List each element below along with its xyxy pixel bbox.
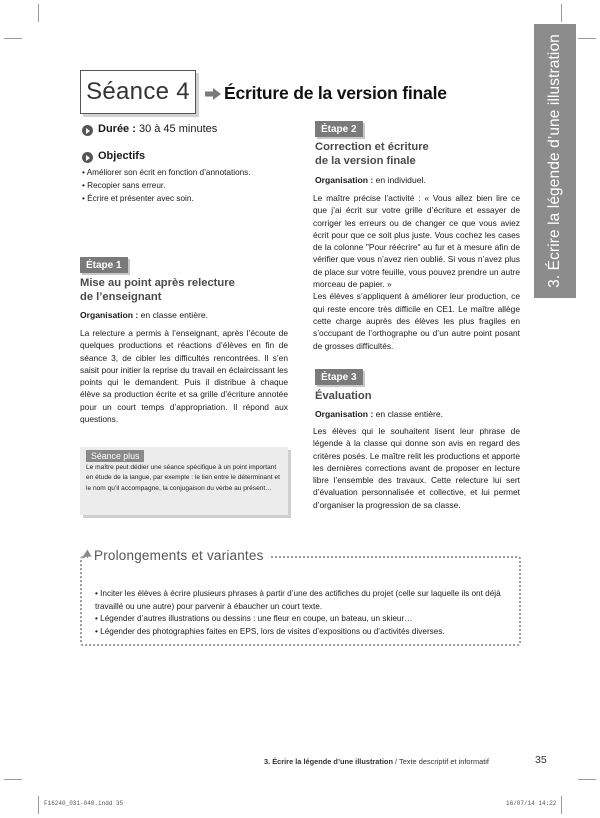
list-item: • Améliorer son écrit en fonction d’annotations. [82, 166, 292, 179]
crop-mark [578, 38, 596, 39]
chapter-side-tab-label: 3. Écrire la légende d’une illustration [546, 34, 563, 288]
organisation-label: Organisation : [315, 409, 374, 419]
etape-2-tag: Étape 2 [315, 121, 363, 137]
etape-3-text: Les élèves qui le souhaitent lisent leur phrase de légende à la classe qui donne son avis en regard des critères posés. Le maître relit les productions et apporte les dernières corrections avant de proposer en lecture libre l’ensemble des travaux. Cette relecture lui sert d’évaluation personnalisée et collective, et lui permet d’organiser la progression de sa classe. [313, 426, 520, 510]
duree-value: 30 à 45 minutes [138, 123, 218, 135]
arrow-right-icon [205, 88, 221, 100]
list-item: • Recopier sans erreur. [82, 179, 292, 192]
list-item: • Inciter les élèves à écrire plusieurs phrases à partir d’une des actifiches du projet (celle sur laquelle ils ont déjà travaillé ou une autre) pour parvenir à ébaucher un court texte. [95, 588, 515, 613]
etape-2-title-line: de la version finale [315, 154, 416, 167]
organisation-label: Organisation : [315, 175, 374, 185]
etape-3-title: Évaluation [315, 390, 372, 402]
page-number: 35 [535, 754, 547, 766]
slug-file: F16240_031-040.indd 35 [44, 800, 124, 807]
prolongements-list [95, 588, 515, 638]
running-footer [264, 757, 489, 766]
page-title: Écriture de la version finale [224, 83, 447, 103]
crop-mark [4, 38, 22, 39]
slug-date: 16/07/14 14:22 [506, 800, 557, 807]
duree-label: Durée : [98, 123, 136, 135]
list-item: • Légender des photographies faites en EPS, lors de visites d’expositions ou d’activités diverses. [95, 626, 515, 639]
play-circle-icon [82, 152, 93, 163]
etape-1-organisation [80, 310, 208, 320]
etape-2-body [313, 192, 520, 352]
list-item: • Légender d’autres illustrations ou dessins : une fleur en coupe, un bateau, un skieur… [95, 613, 515, 626]
organisation-value: en classe entière. [140, 310, 209, 320]
etape-1-title-line: de l’enseignant [80, 290, 162, 303]
play-circle-icon [82, 125, 93, 136]
etape-3-tag: Étape 3 [315, 369, 363, 385]
organisation-value: en classe entière. [375, 409, 444, 419]
seance-plus-tag: Séance plus [86, 450, 144, 462]
etape-2-organisation [315, 175, 426, 185]
etape-1-tag: Étape 1 [80, 257, 128, 273]
seance-label: Séance 4 [86, 78, 190, 105]
objectifs-title: Objectifs [98, 150, 146, 162]
duree-line [98, 123, 217, 135]
etape-2-text: Les élèves s’appliquent à améliorer leur production, ce qui reste encore très difficile en CE1. Le maître allège cette charge auprès des élèves les plus fragiles en s’occupant de l’orthographe ou d’un autre point posant de grosses difficultés. [313, 291, 520, 351]
objectifs-list [82, 166, 292, 205]
crop-mark [578, 779, 596, 780]
seance-badge [80, 70, 196, 114]
crop-mark [4, 779, 22, 780]
list-item: • Écrire et présenter avec soin. [82, 192, 292, 205]
footer-separator: / [392, 757, 399, 766]
footer-chapter: 3. Écrire la légende d’une illustration [264, 757, 393, 766]
seance-plus-text: Le maître peut dédier une séance spécifique à un point important en étude de la langue, par exemple : le lien entre le déterminant et le nom qu’il accompagne, la conjugaison du verbe au présent… [86, 464, 280, 492]
organisation-value: en individuel. [375, 175, 426, 185]
crop-mark [38, 796, 39, 814]
crop-mark [561, 4, 562, 22]
prolongements-title: Prolongements et variantes [88, 548, 270, 563]
etape-1-title [80, 277, 290, 304]
footer-subject: Texte descriptif et informatif [399, 757, 489, 766]
crop-mark [38, 4, 39, 22]
chapter-side-tab [534, 24, 576, 298]
etape-2-title [315, 141, 522, 168]
etape-1-title-line: Mise au point après relecture [80, 277, 235, 289]
etape-1-text: La relecture a permis à l’enseignant, après l’écoute de quelques productions et réactions d’élèves en fin de séance 3, de cibler les difficultés rencontrées. Il s’en saisit pour initier la reprise du travail en éclaircissant les points qui le demandent. Puis il distribue à chaque élève sa production écrite et sa grille d’écriture annotée pour un court temps d’appropriation. Il répond aux questions. [80, 328, 288, 425]
etape-2-title-line: Correction et écriture [315, 141, 429, 153]
etape-3-organisation [315, 409, 443, 419]
etape-2-text: Le maître précise l’activité : « Vous allez bien lire ce que j’ai écrit sur votre grille d’écriture et essayer de corriger les erreurs ou de changer ce que vous aviez écrit pour que ce soit plus juste. Vous cochez les cases de la colonne "Pour réécrire" au fur et à mesure afin de vérifier que vous n’avez rien oublié. Si vous n’avez plus de place sur votre feuille, vous pouvez prendre un autre morceau de papier. » [313, 193, 520, 290]
crop-mark [561, 796, 562, 814]
organisation-label: Organisation : [80, 310, 139, 320]
